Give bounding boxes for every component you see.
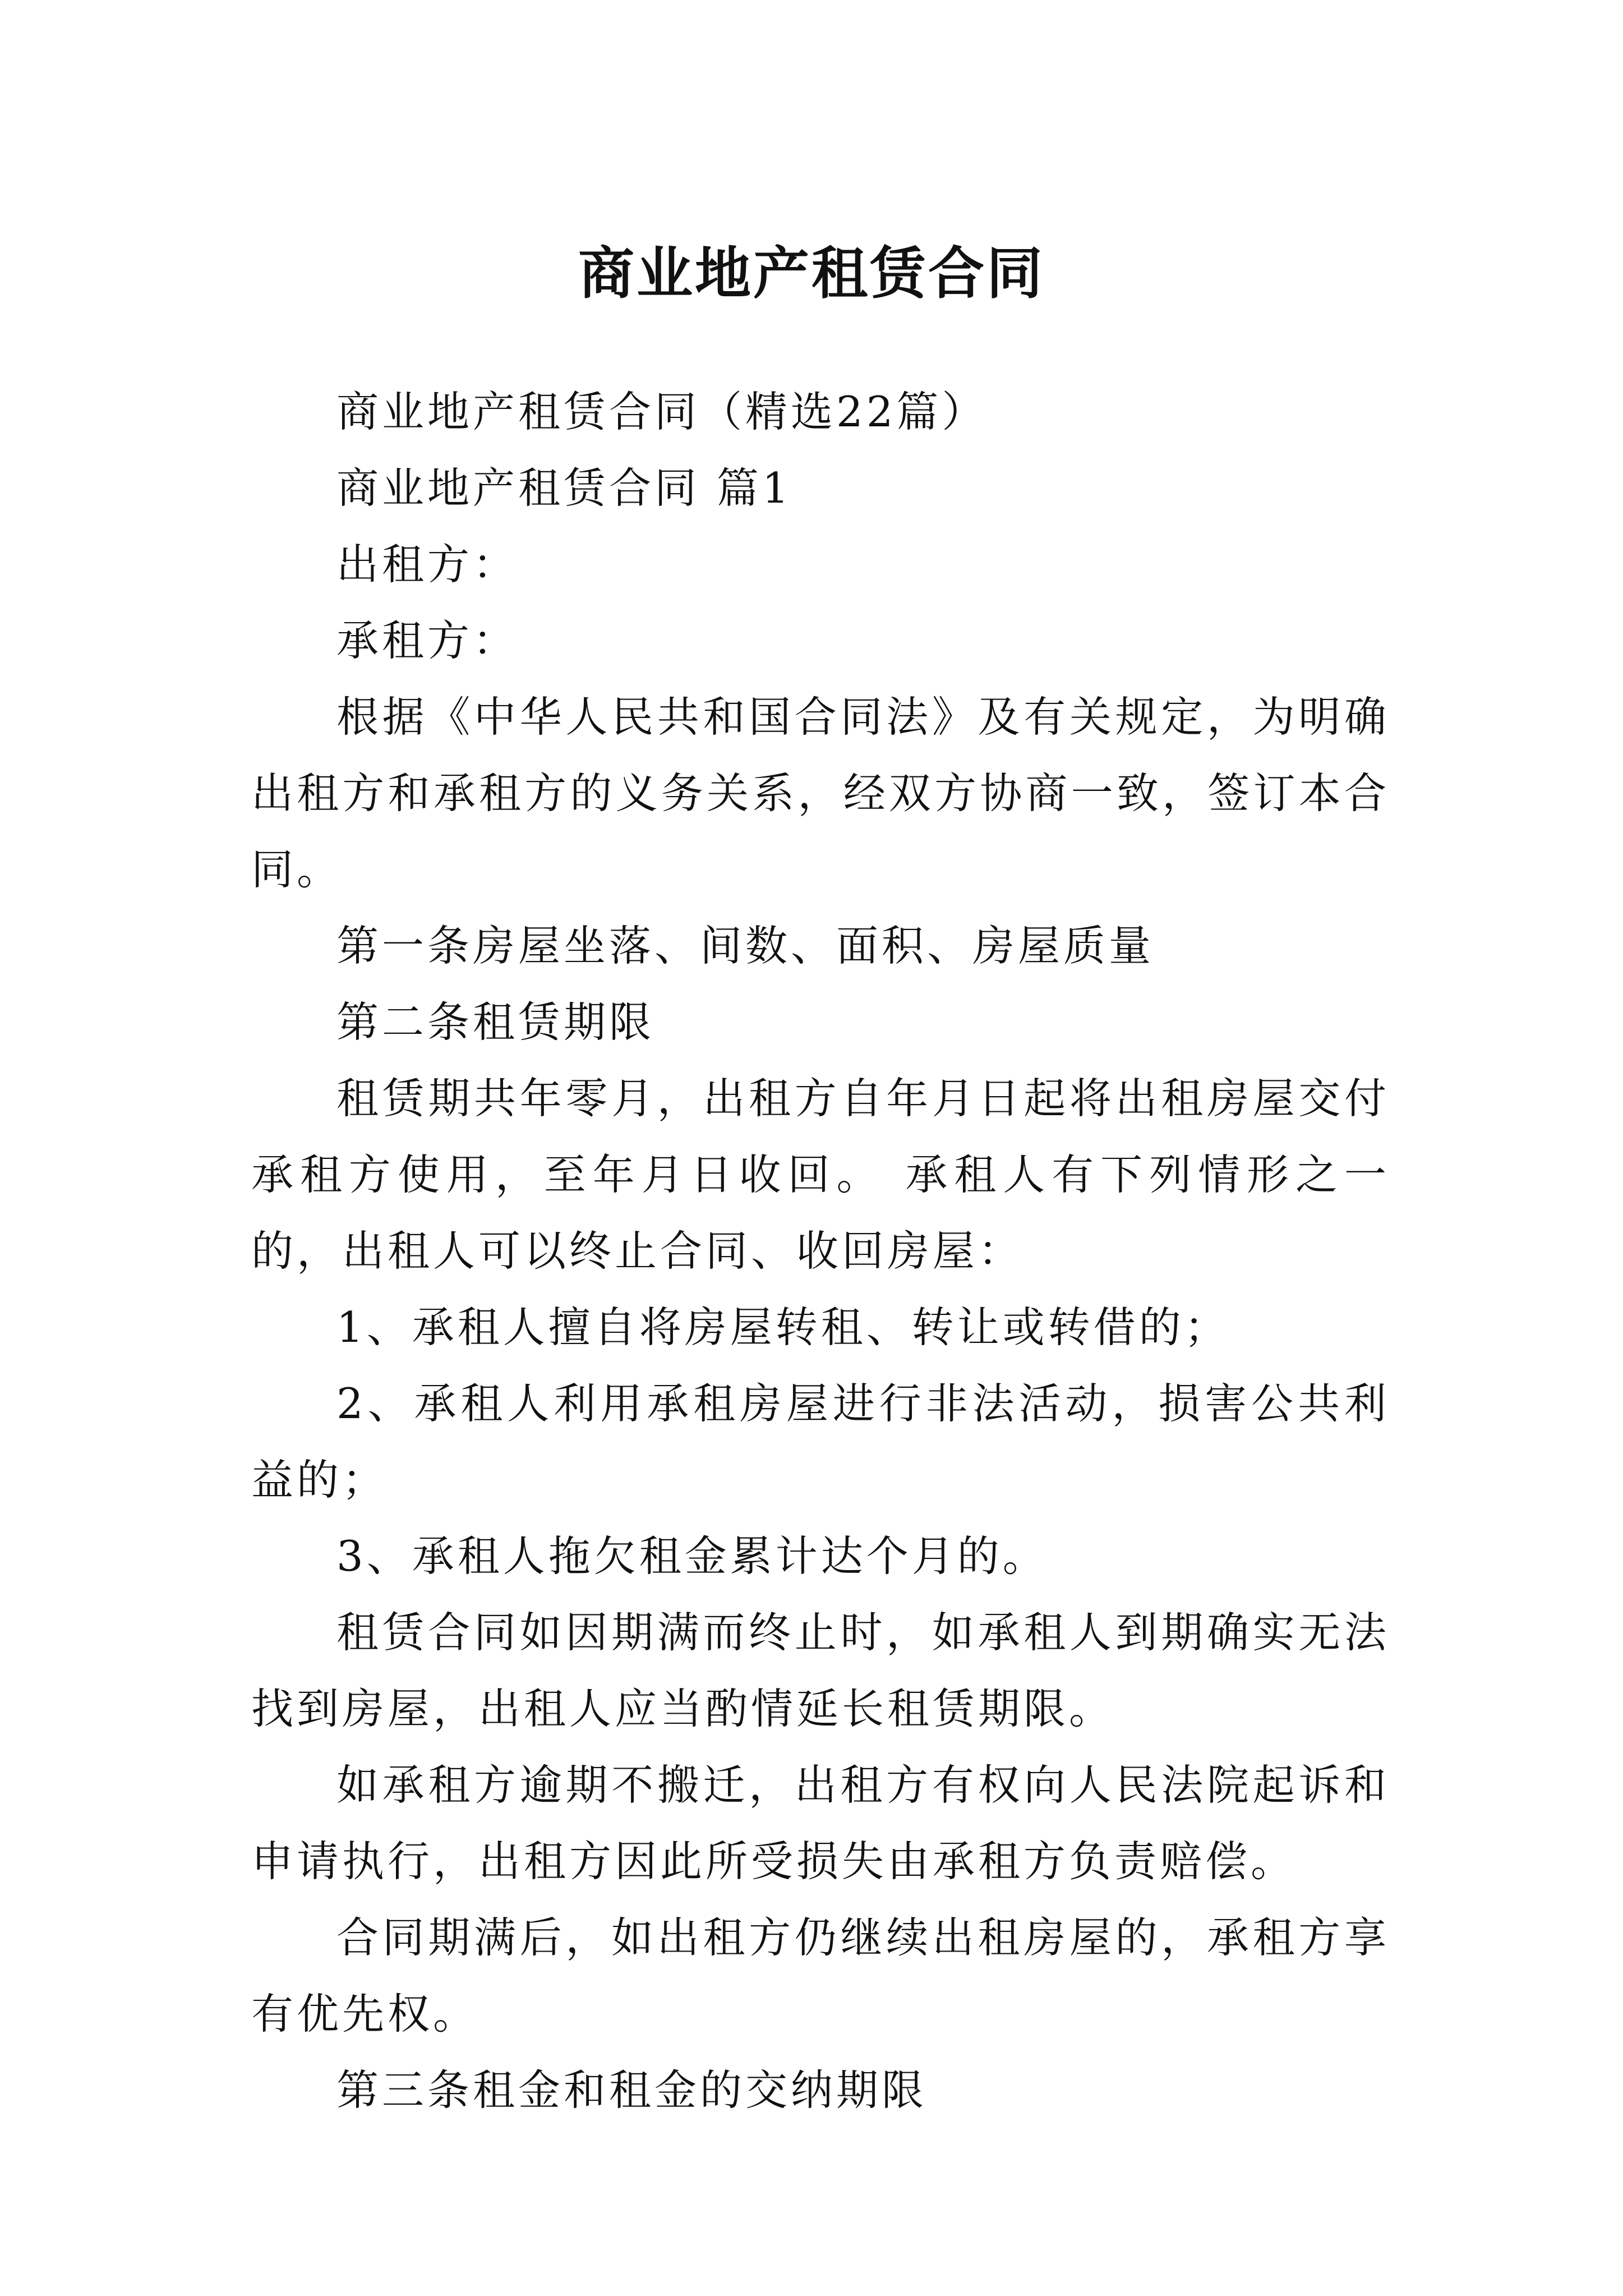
paragraph: 如承租方逾期不搬迁，出租方有权向人民法院起诉和申请执行，出租方因此所受损失由承租方负责赔偿。 xyxy=(251,1760,1390,1886)
paragraph: 根据《中华人民共和国合同法》及有关规定，为明确出租方和承租方的义务关系，经双方协商一致，签订本合同。 xyxy=(251,692,1390,894)
paragraph: 租赁期共年零月，出租方自年月日起将出租房屋交付承租方使用，至年月日收回。 承租人有下列情形之一的，出租人可以终止合同、收回房屋： xyxy=(251,1074,1390,1276)
paragraph: 2、承租人利用承租房屋进行非法活动，损害公共利益的； xyxy=(251,1379,1390,1504)
paragraph: 第一条房屋坐落、间数、面积、房屋质量 xyxy=(336,921,1155,970)
paragraph: 第三条租金和租金的交纳期限 xyxy=(336,2065,928,2115)
paragraph: 出租方： xyxy=(336,540,519,589)
document-body xyxy=(251,374,1390,2128)
paragraph: 租赁合同如因期满而终止时，如承租人到期确实无法找到房屋，出租人应当酌情延长租赁期限。 xyxy=(251,1608,1390,1733)
paragraph: 商业地产租赁合同（精选22篇） xyxy=(336,387,988,436)
paragraph: 3、承租人拖欠租金累计达个月的。 xyxy=(336,1531,1048,1581)
paragraph: 1、承租人擅自将房屋转租、转让或转借的； xyxy=(336,1303,1230,1352)
paragraph: 商业地产租赁合同 篇1 xyxy=(336,463,792,513)
paragraph: 承租方： xyxy=(336,616,519,665)
paragraph: 合同期满后，如出租方仍继续出租房屋的，承租方享有优先权。 xyxy=(251,1913,1390,2039)
paragraph: 第二条租赁期限 xyxy=(336,997,655,1047)
document-title: 商业地产租赁合同 xyxy=(578,240,1045,306)
